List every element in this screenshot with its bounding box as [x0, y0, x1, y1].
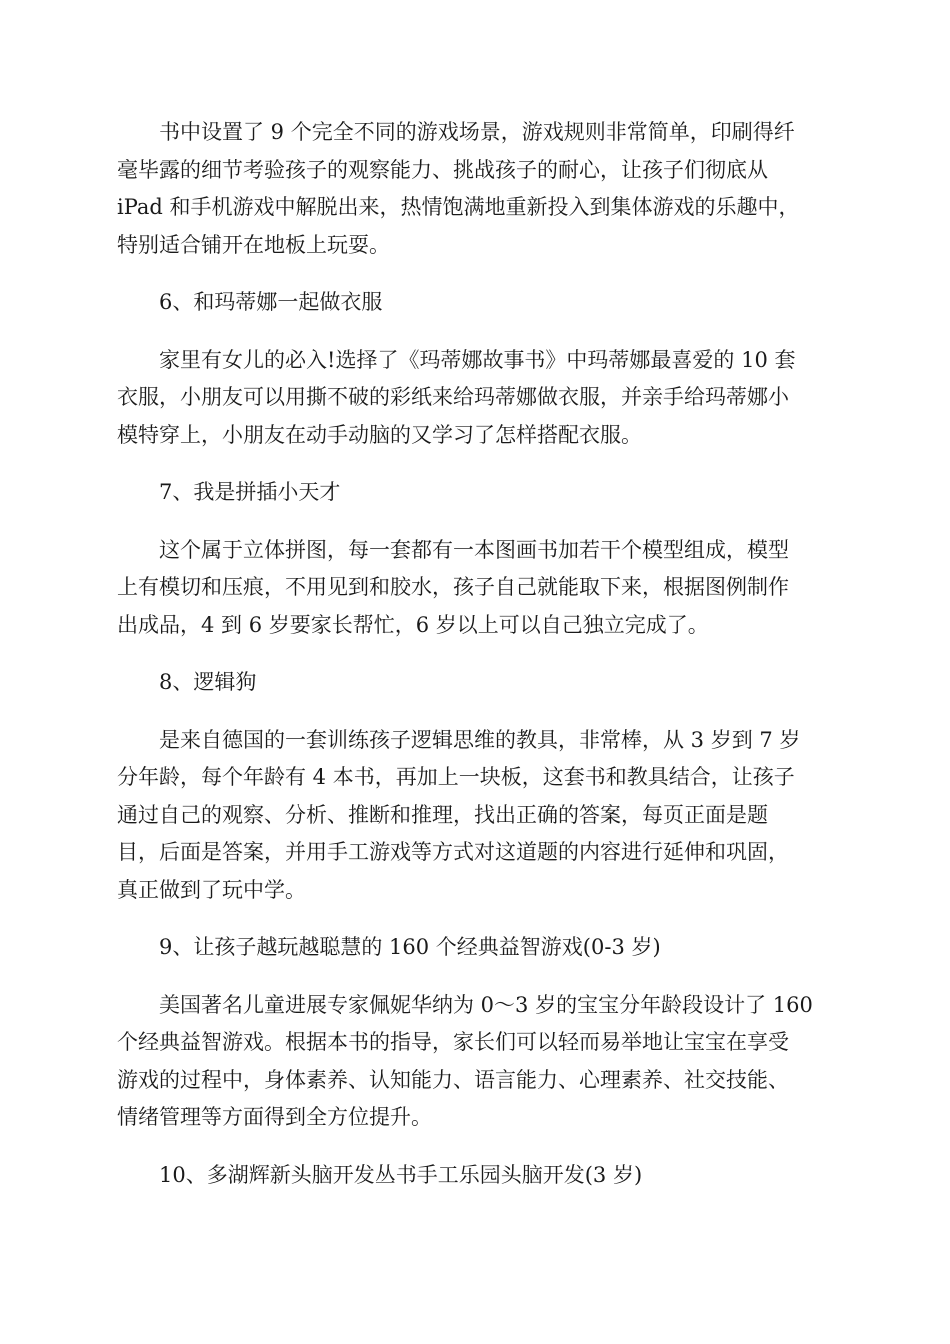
paragraph-matina-clothes: 家里有女儿的必入!选择了《玛蒂娜故事书》中玛蒂娜最喜爱的 10 套 衣服，小朋友可以用撕不破的彩纸来给玛蒂娜做衣服，并亲手给玛蒂娜小 模特穿上，小朋友在动手动脑的又学习了怎样搭配衣服。 — [117, 347, 796, 447]
section-heading-8: 8、逻辑狗 — [159, 670, 257, 694]
section-heading-6: 6、和玛蒂娜一起做衣服 — [159, 290, 383, 314]
paragraph-160-games: 美国著名儿童进展专家佩妮华纳为 0～3 岁的宝宝分年龄段设计了 160 个经典益智游戏。根据本书的指导，家长们可以轻而易举地让宝宝在享受 游戏的过程中，身体素养、认知能力、语言能力、心理素养、社交技能、 情绪管理等方面得到全方位提升。 — [117, 992, 813, 1129]
document-body — [117, 114, 835, 1214]
section-heading-10: 10、多湖辉新头脑开发丛书手工乐园头脑开发(3 岁) — [159, 1162, 643, 1187]
paragraph-game-scenes: 书中设置了 9 个完全不同的游戏场景，游戏规则非常简单，印刷得纤 毫毕露的细节考验孩子的观察能力、挑战孩子的耐心，让孩子们彻底从 iPad 和手机游戏中解脱出来，热情饱满地重新投入到集体游戏的乐趣中， 特别适合铺开在地板上玩耍。 — [117, 120, 800, 257]
paragraph-3d-puzzle: 这个属于立体拼图，每一套都有一本图画书加若干个模型组成，模型 上有模切和压痕，不用见到和胶水，孩子自己就能取下来，根据图例制作 出成品，4 到 6 岁要家长帮忙，6 岁以上可以自己独立完成了。 — [117, 537, 789, 637]
paragraph-logic-dog: 是来自德国的一套训练孩子逻辑思维的教具，非常棒，从 3 岁到 7 岁 分年龄，每个年龄有 4 本书，再加上一块板，这套书和教具结合，让孩子 通过自己的观察、分析、推断和推理，找出正确的答案，每页正面是题 目，后面是答案，并用手工游戏等方式对这道题的内容进行延伸和巩固， 真正做到了玩中学。 — [117, 727, 801, 902]
section-heading-9: 9、让孩子越玩越聪慧的 160 个经典益智游戏(0-3 岁) — [159, 935, 661, 959]
section-heading-7: 7、我是拼插小天才 — [159, 480, 341, 504]
